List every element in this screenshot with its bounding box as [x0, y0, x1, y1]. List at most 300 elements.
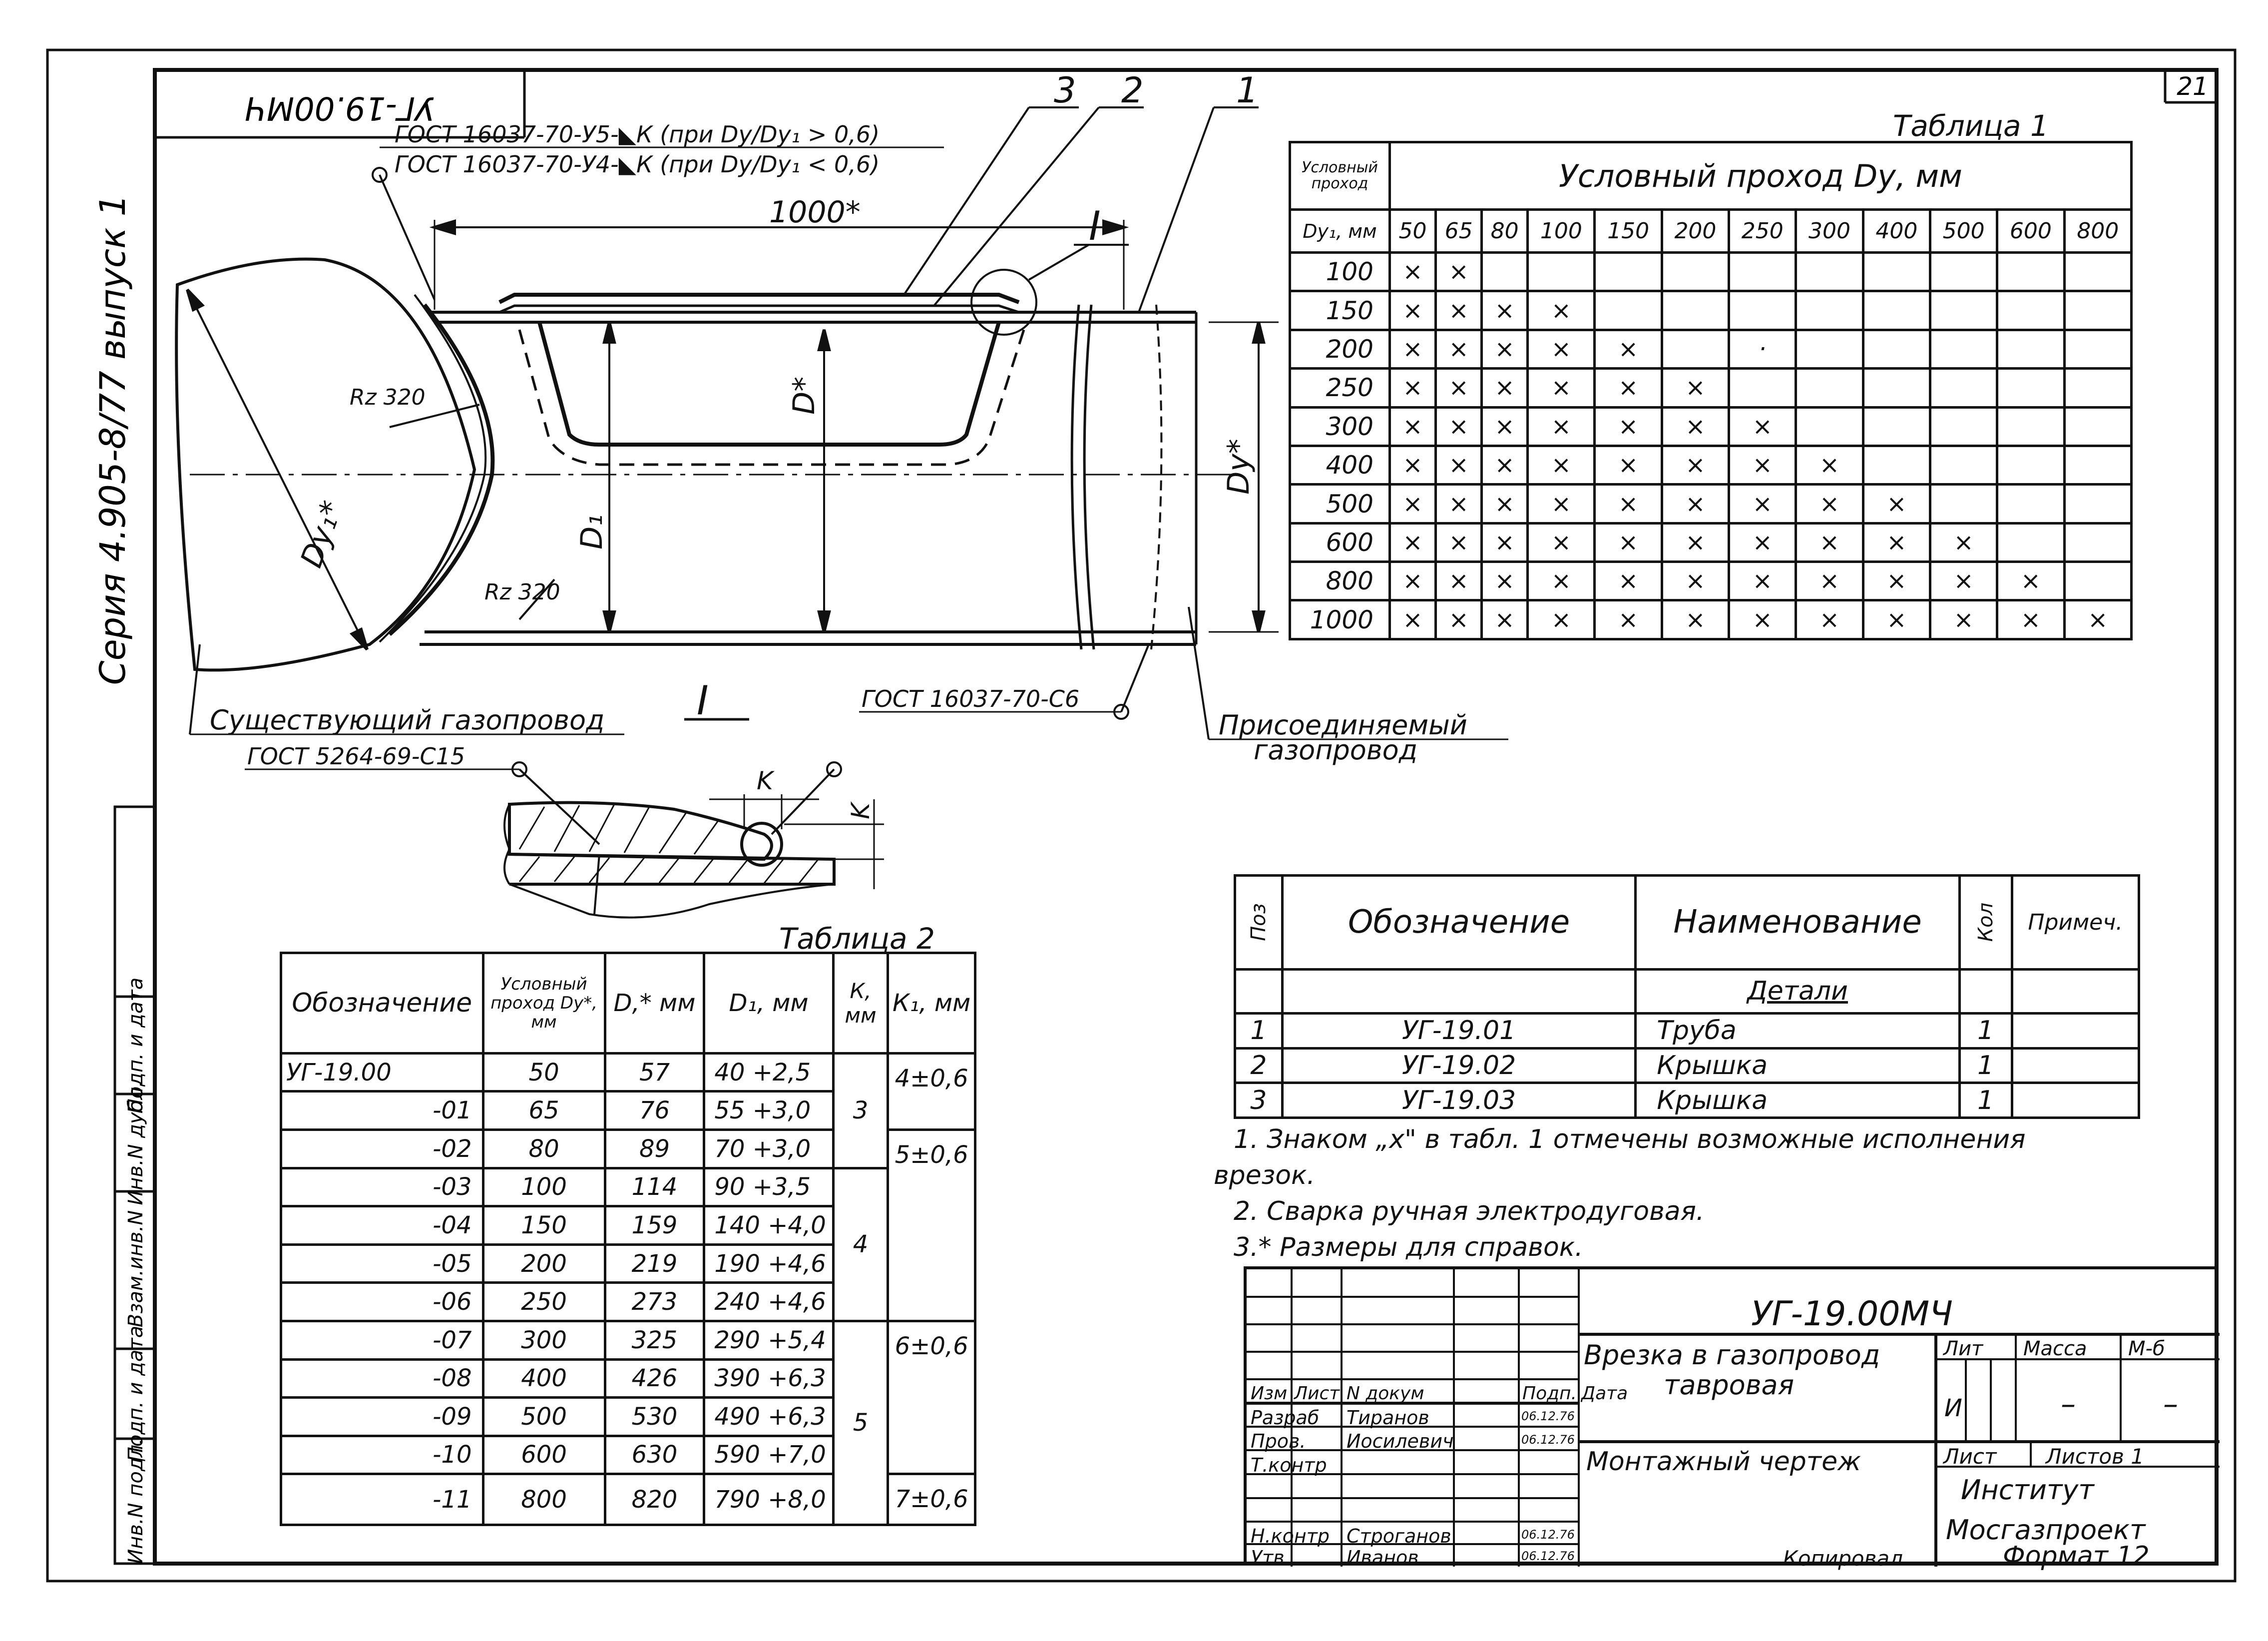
existing-pipe-outer — [176, 259, 474, 670]
table1-cell — [2064, 407, 2131, 446]
table2-cell: 140 +4,0 — [704, 1206, 833, 1245]
table1-cell: × — [1482, 600, 1528, 639]
table1-cell — [2064, 523, 2131, 561]
spec-cell-pos: 3 — [1235, 1083, 1283, 1118]
table1-cell: × — [1482, 291, 1528, 330]
table1-cell: × — [1390, 253, 1436, 291]
tb-org-2: Мосгазпроект — [1946, 1514, 2146, 1546]
tb-date: 06.12.76 — [1521, 1433, 1575, 1447]
spec-cell-note — [2012, 1013, 2139, 1048]
tb-sheet: Лист — [1943, 1444, 1997, 1469]
table2-cell: 590 +7,0 — [704, 1436, 833, 1474]
tb-h-date: Дата — [1581, 1383, 1628, 1404]
table2-cell: 7±0,6 — [888, 1474, 975, 1525]
table1-cell: × — [1595, 562, 1662, 600]
table1-cell — [1997, 446, 2064, 484]
table1-cell — [1796, 369, 1863, 407]
table1-row — [1290, 369, 2132, 407]
table1-cell: × — [1436, 523, 1482, 561]
table1-cell: × — [1528, 562, 1595, 600]
note-1: 1. Знаком „х" в табл. 1 отмечены возможные исполнения — [1234, 1124, 2026, 1154]
tb-sheets: Листов 1 — [2046, 1444, 2144, 1469]
table1-cell: × — [1729, 446, 1796, 484]
table2-cell: 240 +4,6 — [704, 1283, 833, 1321]
spec-h-note: Примеч. — [2012, 876, 2139, 970]
table1-cell: × — [1796, 446, 1863, 484]
table1-cell — [1863, 369, 1930, 407]
tb-role: Утв. — [1251, 1547, 1291, 1569]
table1-col-header: 100 — [1528, 210, 1595, 253]
table1-cell: × — [2064, 600, 2131, 639]
table2-cell: 325 — [605, 1321, 704, 1359]
table1-corner — [1290, 142, 1390, 210]
table1-col-header: 600 — [1997, 210, 2064, 253]
detail-k: K — [757, 766, 773, 795]
table1-row-header: 300 — [1290, 407, 1390, 446]
gost-bottom: ГОСТ 16037-70-С6 — [862, 685, 1080, 712]
side-stamp-label: Подп. и дата — [124, 977, 147, 1114]
table1-row — [1290, 523, 2132, 561]
tb-name: Иванов — [1347, 1547, 1419, 1569]
table1-cell — [1863, 330, 1930, 368]
table1-cell — [2064, 369, 2131, 407]
table1-col-header: 500 — [1930, 210, 1997, 253]
table1-cell — [1997, 369, 2064, 407]
table1-cell — [1729, 369, 1796, 407]
side-stamp-label: Инв.N дубл. — [124, 1081, 147, 1205]
table1-cell: × — [1528, 523, 1595, 561]
table2-cell: -03 — [281, 1168, 483, 1206]
title-block — [1244, 1266, 2217, 1569]
gost-top-1: ГОСТ 16037-70-У5-◣К (при Dу/Dу₁ > 0,6) — [395, 121, 880, 148]
table1-cell — [1595, 253, 1662, 291]
table2-cell: 400 — [483, 1359, 605, 1398]
table1-cell: × — [1436, 485, 1482, 523]
table1-cell: × — [1528, 330, 1595, 368]
table1-cell — [1863, 291, 1930, 330]
table1-cell — [2064, 485, 2131, 523]
table1-cell: × — [1390, 485, 1436, 523]
table2-cell: 150 — [483, 1206, 605, 1245]
table1-cell — [1863, 407, 1930, 446]
table1-cell: × — [1482, 330, 1528, 368]
notes — [1214, 1121, 2026, 1265]
stamp-code-rotated: УГ-19.00МЧ — [244, 89, 435, 126]
callout-1: 1 — [1236, 70, 1259, 111]
tb-name: Тиранов — [1347, 1407, 1429, 1429]
table1-cell: × — [1390, 291, 1436, 330]
table2-cell: 390 +6,3 — [704, 1359, 833, 1398]
tb-title-2: тавровая — [1664, 1369, 1795, 1401]
table1-cell: × — [1863, 523, 1930, 561]
table1-cell: × — [1390, 562, 1436, 600]
table1-col-header: 65 — [1436, 210, 1482, 253]
table1-cell: × — [1662, 485, 1729, 523]
side-stamp-label: Подп. и дата — [124, 1325, 147, 1462]
table2-cell: 114 — [605, 1168, 704, 1206]
table2-cell: 70 +3,0 — [704, 1130, 833, 1168]
table2-cell: УГ-19.00 — [281, 1053, 483, 1092]
spec-h-designation: Обозначение — [1282, 876, 1635, 970]
spec-row — [1235, 1083, 2139, 1118]
table1-col-header: 400 — [1863, 210, 1930, 253]
table2-cell: 4±0,6 — [888, 1053, 975, 1129]
table1-header: Условный проход Dу, мм — [1390, 142, 2132, 210]
tb-date: 06.12.76 — [1521, 1409, 1575, 1423]
tb-h-doc: N докум — [1347, 1383, 1424, 1404]
table1-cell: × — [1528, 407, 1595, 446]
table2-cell: 600 — [483, 1436, 605, 1474]
table2-cell: 100 — [483, 1168, 605, 1206]
table1-cell: × — [1796, 562, 1863, 600]
drawing-labels — [210, 70, 1467, 766]
table2-cell: -05 — [281, 1244, 483, 1283]
tb-h-mass: Масса — [2023, 1337, 2087, 1360]
table1-cell: × — [1930, 523, 1997, 561]
tb-role: Пров. — [1251, 1430, 1306, 1452]
tb-role: Н.контр — [1251, 1525, 1330, 1547]
table1-cell — [1662, 291, 1729, 330]
table2-cell: 159 — [605, 1206, 704, 1245]
tb-role: Т.контр — [1251, 1454, 1327, 1476]
table2-row — [281, 1321, 975, 1359]
tb-name: Строганов — [1347, 1525, 1451, 1547]
table2-cell: -09 — [281, 1398, 483, 1436]
table2-row — [281, 1168, 975, 1206]
series-label: Серия 4.905-8/77 выпуск 1 — [92, 194, 133, 685]
table2-h-D1: D₁, мм — [704, 953, 833, 1054]
existing-pipe-label: Существующий газопровод — [210, 704, 605, 736]
spec-h-pos: Поз — [1235, 876, 1283, 970]
spec-cell-pos: 1 — [1235, 1013, 1283, 1048]
table1-cell: × — [1482, 407, 1528, 446]
table1-cell: × — [1528, 485, 1595, 523]
table1-cell: × — [1595, 330, 1662, 368]
table1-cell: × — [1436, 330, 1482, 368]
side-stamp-label: Взам.инв.N — [124, 1210, 147, 1328]
table1-row-header: 800 — [1290, 562, 1390, 600]
table1-row-header: 600 — [1290, 523, 1390, 561]
table1-cell: × — [1528, 600, 1595, 639]
roughness-top: Rz 320 — [350, 385, 426, 410]
table2-cell: 4 — [833, 1168, 888, 1321]
table1-cell: × — [1595, 369, 1662, 407]
table1-cell: × — [1390, 369, 1436, 407]
spec-cell-des: УГ-19.03 — [1282, 1083, 1635, 1118]
table1-cell: × — [1662, 446, 1729, 484]
table1-col-header: 300 — [1796, 210, 1863, 253]
table1-cell: · — [1729, 330, 1796, 368]
table2-cell: 530 — [605, 1398, 704, 1436]
table2-cell: 426 — [605, 1359, 704, 1398]
table1-cell: × — [1662, 523, 1729, 561]
table2-cell: -11 — [281, 1474, 483, 1525]
table2-cell: 300 — [483, 1321, 605, 1359]
tb-code: УГ-19.00МЧ — [1751, 1294, 1953, 1334]
table1-row-header: 500 — [1290, 485, 1390, 523]
table1-corner-bottom: Dу₁, мм — [1290, 210, 1390, 253]
table1-cell — [1997, 253, 2064, 291]
table2-cell: 40 +2,5 — [704, 1053, 833, 1092]
table1-cell: × — [1662, 369, 1729, 407]
table2 — [280, 952, 976, 1526]
table1-cell — [1729, 253, 1796, 291]
table1-cell — [1997, 330, 2064, 368]
spec-h-qty: Кол — [1959, 876, 2012, 970]
tb-h-sign: Подп. — [1522, 1383, 1577, 1404]
callout-2: 2 — [1121, 70, 1144, 111]
table1-row-header: 150 — [1290, 291, 1390, 330]
sheet-number: 21 — [2177, 72, 2209, 101]
table1-cell: × — [1863, 600, 1930, 639]
table1-cell: × — [1595, 600, 1662, 639]
side-stamp-label: Инв.N подл. — [124, 1438, 147, 1564]
spec-row — [1235, 1048, 2139, 1083]
table1-cell — [1796, 291, 1863, 330]
table2-h-D: D,* мм — [605, 953, 704, 1054]
spec-h-name: Наименование — [1636, 876, 1960, 970]
spec-cell-name: Крышка — [1636, 1083, 1960, 1118]
table1-cell — [1863, 446, 1930, 484]
table1-corner-top: Условный проход — [1302, 159, 1378, 193]
tb-mass: – — [2061, 1387, 2076, 1422]
tb-role: Разраб — [1251, 1407, 1320, 1429]
table1-cell — [1997, 407, 2064, 446]
dim-D1: D₁ — [574, 514, 609, 549]
table2-cell: -07 — [281, 1321, 483, 1359]
table1-cell: × — [1729, 600, 1796, 639]
table1-cell — [1528, 253, 1595, 291]
table1-cell — [1796, 407, 1863, 446]
table1-row-header: 200 — [1290, 330, 1390, 368]
table2-cell: 5±0,6 — [888, 1130, 975, 1321]
table2-title: Таблица 2 — [779, 922, 935, 956]
table1-row — [1290, 330, 2132, 368]
table1-cell: × — [1482, 485, 1528, 523]
table1-cell — [1930, 407, 1997, 446]
table2-cell: 50 — [483, 1053, 605, 1092]
table1-col-header: 80 — [1482, 210, 1528, 253]
tb-h-scale: М-б — [2128, 1337, 2165, 1360]
table1-cell — [1796, 253, 1863, 291]
weld-detail — [245, 762, 884, 918]
table2-cell: 3 — [833, 1053, 888, 1168]
table1-cell — [1930, 446, 1997, 484]
tb-title-1: Врезка в газопровод — [1584, 1339, 1880, 1371]
table1-cell: × — [1595, 523, 1662, 561]
tb-date: 06.12.76 — [1521, 1549, 1575, 1563]
detail-mark-title: I — [697, 677, 709, 724]
dim-D: D* — [787, 376, 822, 415]
table1-cell: × — [1930, 600, 1997, 639]
tb-h-izm: Изм — [1251, 1383, 1288, 1404]
table1-cell: × — [1482, 369, 1528, 407]
table1-cell — [1930, 330, 1997, 368]
table1-cell — [1796, 330, 1863, 368]
tb-h-lit: Лит — [1943, 1337, 1983, 1360]
table1-cell: × — [1930, 562, 1997, 600]
table1-cell: × — [1595, 446, 1662, 484]
tb-h-list: Лист — [1294, 1383, 1340, 1404]
note-3: 3.* Размеры для справок. — [1234, 1232, 1583, 1262]
tb-name: Иосилевич — [1347, 1430, 1454, 1452]
spec-cell-note — [2012, 1048, 2139, 1083]
table1-cell: × — [1390, 600, 1436, 639]
table1-col-header: 250 — [1729, 210, 1796, 253]
table1-cell: × — [1436, 562, 1482, 600]
table1 — [1289, 141, 2133, 640]
table1-cell — [1930, 291, 1997, 330]
table1-cell — [1482, 253, 1528, 291]
table2-cell: 90 +3,5 — [704, 1168, 833, 1206]
table2-cell: -10 — [281, 1436, 483, 1474]
table1-cell — [1729, 291, 1796, 330]
table1-cell: × — [1729, 562, 1796, 600]
table1-cell: × — [1482, 562, 1528, 600]
table1-cell: × — [1729, 485, 1796, 523]
table1-cell: × — [1390, 523, 1436, 561]
table2-cell: -08 — [281, 1359, 483, 1398]
table1-cell: × — [1390, 330, 1436, 368]
dim-1000: 1000* — [769, 195, 861, 230]
table1-cell: × — [1595, 485, 1662, 523]
table1-cell: × — [1729, 407, 1796, 446]
table1-cell — [1595, 291, 1662, 330]
table2-cell: 57 — [605, 1053, 704, 1092]
table2-cell: 200 — [483, 1244, 605, 1283]
table1-cell: × — [1997, 600, 2064, 639]
table1-row — [1290, 407, 2132, 446]
spec-cell-qty: 1 — [1959, 1048, 2012, 1083]
table1-cell — [2064, 446, 2131, 484]
note-2: 2. Сварка ручная электродуговая. — [1234, 1196, 1705, 1226]
table1-cell: × — [1997, 562, 2064, 600]
table1-cell: × — [1595, 407, 1662, 446]
table1-cell: × — [1863, 562, 1930, 600]
table1-cell: × — [1390, 407, 1436, 446]
table1-cell: × — [1662, 562, 1729, 600]
table2-cell: 790 +8,0 — [704, 1474, 833, 1525]
table1-cell: × — [1796, 485, 1863, 523]
table2-cell: -02 — [281, 1130, 483, 1168]
table2-cell: 290 +5,4 — [704, 1321, 833, 1359]
table2-cell: 76 — [605, 1092, 704, 1130]
table2-cell: -06 — [281, 1283, 483, 1321]
table2-cell: 190 +4,6 — [704, 1244, 833, 1283]
tb-title-3: Монтажный чертеж — [1586, 1447, 1861, 1477]
table2-cell: 219 — [605, 1244, 704, 1283]
table1-row — [1290, 562, 2132, 600]
table2-cell: 250 — [483, 1283, 605, 1321]
detail-mark: I — [1089, 203, 1101, 249]
table2-cell: 490 +6,3 — [704, 1398, 833, 1436]
table2-cell: -01 — [281, 1092, 483, 1130]
attached-pipe-label-1: Присоединяемый — [1219, 709, 1467, 741]
table2-h-dy: Условный проход Dу*, мм — [483, 953, 605, 1054]
table1-cell — [1930, 369, 1997, 407]
existing-pipe-inner — [390, 305, 492, 634]
table1-row-header: 1000 — [1290, 600, 1390, 639]
table1-col-header: 800 — [2064, 210, 2131, 253]
copied-by: Копировал — [1783, 1546, 1903, 1571]
table2-cell: 273 — [605, 1283, 704, 1321]
spec-cell-note — [2012, 1083, 2139, 1118]
table1-cell — [1997, 291, 2064, 330]
attached-pipe-label-2: газопровод — [1254, 734, 1418, 766]
table1-cell: × — [1390, 446, 1436, 484]
table2-cell: 65 — [483, 1092, 605, 1130]
table2-cell: 55 +3,0 — [704, 1092, 833, 1130]
spec-cell-name: Труба — [1636, 1013, 1960, 1048]
table1-row — [1290, 446, 2132, 484]
table1-cell: × — [1482, 446, 1528, 484]
sheet-format: Формат 12 — [2003, 1541, 2150, 1571]
table2-cell: 500 — [483, 1398, 605, 1436]
table1-cell — [2064, 562, 2131, 600]
table2-cell: 820 — [605, 1474, 704, 1525]
spec-cell-qty: 1 — [1959, 1083, 2012, 1118]
callout-3: 3 — [1054, 70, 1076, 111]
tb-date: 06.12.76 — [1521, 1528, 1575, 1542]
table2-h-K: К, мм — [833, 953, 888, 1054]
table1-cell: × — [1436, 407, 1482, 446]
tb-lit: И — [1944, 1394, 1962, 1422]
table2-cell: -04 — [281, 1206, 483, 1245]
spec-cell-qty: 1 — [1959, 1013, 2012, 1048]
spec-cell-des: УГ-19.01 — [1282, 1013, 1635, 1048]
table1-cell — [1997, 485, 2064, 523]
table1-col-header: 50 — [1390, 210, 1436, 253]
table1-cell — [2064, 291, 2131, 330]
dim-Dy1: Dу₁* — [294, 496, 350, 572]
spec-cell-pos: 2 — [1235, 1048, 1283, 1083]
roughness-bottom: Rz 320 — [484, 579, 560, 605]
table1-col-header: 200 — [1662, 210, 1729, 253]
table1-cell: × — [1729, 523, 1796, 561]
table1-cell: × — [1482, 523, 1528, 561]
table1-cell: × — [1662, 407, 1729, 446]
table1-row-header: 250 — [1290, 369, 1390, 407]
table2-cell: 80 — [483, 1130, 605, 1168]
spec-row — [1235, 1013, 2139, 1048]
tb-scale: – — [2163, 1387, 2178, 1422]
table1-cell — [2064, 330, 2131, 368]
table1-cell: × — [1796, 523, 1863, 561]
table1-row-header: 400 — [1290, 446, 1390, 484]
table1-cell: × — [1662, 600, 1729, 639]
table1-row — [1290, 253, 2132, 291]
table2-row — [281, 1053, 975, 1092]
table1-cell — [1997, 523, 2064, 561]
table1-cell: × — [1528, 446, 1595, 484]
table1-cell: × — [1796, 600, 1863, 639]
table1-col-header: 150 — [1595, 210, 1662, 253]
table1-cell: × — [1436, 253, 1482, 291]
table1-cell: × — [1436, 369, 1482, 407]
spec-table — [1234, 874, 2140, 1119]
spec-cell-name: Крышка — [1636, 1048, 1960, 1083]
spec-cell-des: УГ-19.02 — [1282, 1048, 1635, 1083]
table1-row — [1290, 485, 2132, 523]
table2-cell: 6±0,6 — [888, 1321, 975, 1474]
table2-cell: 5 — [833, 1321, 888, 1525]
table1-cell: × — [1436, 600, 1482, 639]
detail-gost: ГОСТ 5264-69-С15 — [247, 743, 465, 770]
gost-top-2: ГОСТ 16037-70-У4-◣К (при Dу/Dу₁ < 0,6) — [395, 151, 880, 178]
table1-cell: × — [1528, 369, 1595, 407]
table1-cell — [1930, 485, 1997, 523]
table1-cell — [1930, 253, 1997, 291]
